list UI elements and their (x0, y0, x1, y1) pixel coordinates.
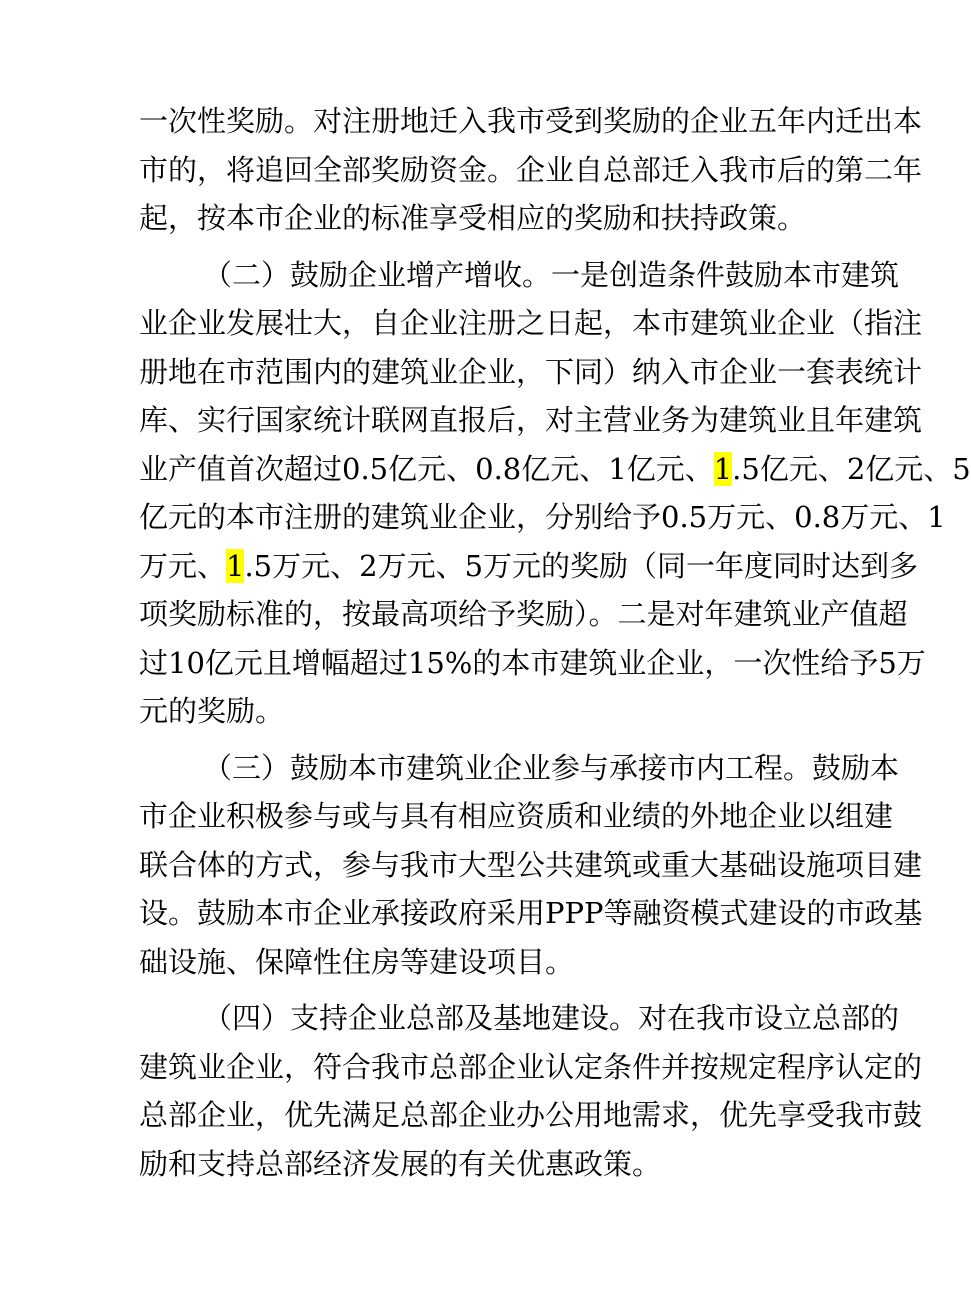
text-line: 过10亿元且增幅超过15%的本市建筑业企业，一次性给予5万 (139, 645, 926, 680)
paragraph-1 (139, 97, 923, 243)
text-line: 项奖励标准的，按最高项给予奖励）。二是对年建筑业产值超 (139, 597, 908, 631)
text-line: 础设施、保障性住房等建设项目。 (139, 944, 575, 979)
text-line: 一次性奖励。对注册地迁入我市受到奖励的企业五年内迁出本 (139, 104, 923, 138)
text-run: .5万元、2万元、5万元的奖励（同一年度同时达到多 (244, 548, 919, 583)
paragraph-3 (139, 744, 923, 987)
text-line: 起，按本市企业的标准享受相应的奖励和扶持政策。 (139, 201, 807, 235)
text-line: 建筑业企业，符合我市总部企业认定条件并按规定程序认定的 (139, 1049, 923, 1084)
text-line: 业企业发展壮大，自企业注册之日起，本市建筑业企业（指注 (139, 306, 923, 340)
text-line: 元的奖励。 (139, 694, 285, 728)
text-line: 市企业积极参与或与具有相应资质和业绩的外地企业以组建 (139, 799, 894, 833)
paragraph-4 (139, 994, 923, 1188)
text-line: 册地在市范围内的建筑业企业，下同）纳入市企业一套表统计 (139, 354, 923, 389)
highlighted-text: 1 (713, 451, 733, 486)
paragraph-heading-line: （二）鼓励企业增产增收。一是创造条件鼓励本市建筑 (203, 257, 900, 292)
paragraph-heading-line: （三）鼓励本市建筑业企业参与承接市内工程。鼓励本 (203, 750, 900, 785)
text-run: 业产值首次超过0.5亿元、0.8亿元、1亿元、 (139, 451, 714, 486)
text-line: 亿元的本市注册的建筑业企业，分别给予0.5万元、0.8万元、1 (139, 500, 946, 534)
text-line: 励和支持总部经济发展的有关优惠政策。 (139, 1146, 662, 1181)
document-body (139, 97, 971, 1188)
text-line (139, 542, 919, 591)
paragraph-2 (139, 251, 971, 736)
text-line: 总部企业，优先满足总部企业办公用地需求，优先享受我市鼓 (139, 1098, 923, 1132)
text-line: 联合体的方式，参与我市大型公共建筑或重大基础设施项目建 (139, 847, 923, 882)
text-line (139, 445, 971, 494)
text-run: .5亿元、2亿元、5 (732, 451, 971, 486)
text-line: 库、实行国家统计联网直报后，对主营业务为建筑业且年建筑 (139, 403, 923, 437)
paragraph-heading-line: （四）支持企业总部及基地建设。对在我市设立总部的 (203, 1001, 900, 1035)
text-run: 万元、 (139, 548, 227, 583)
text-line: 市的，将追回全部奖励资金。企业自总部迁入我市后的第二年 (139, 152, 923, 187)
highlighted-text: 1 (226, 548, 245, 583)
text-line: 设。鼓励本市企业承接政府采用PPP等融资模式建设的市政基 (139, 896, 923, 930)
